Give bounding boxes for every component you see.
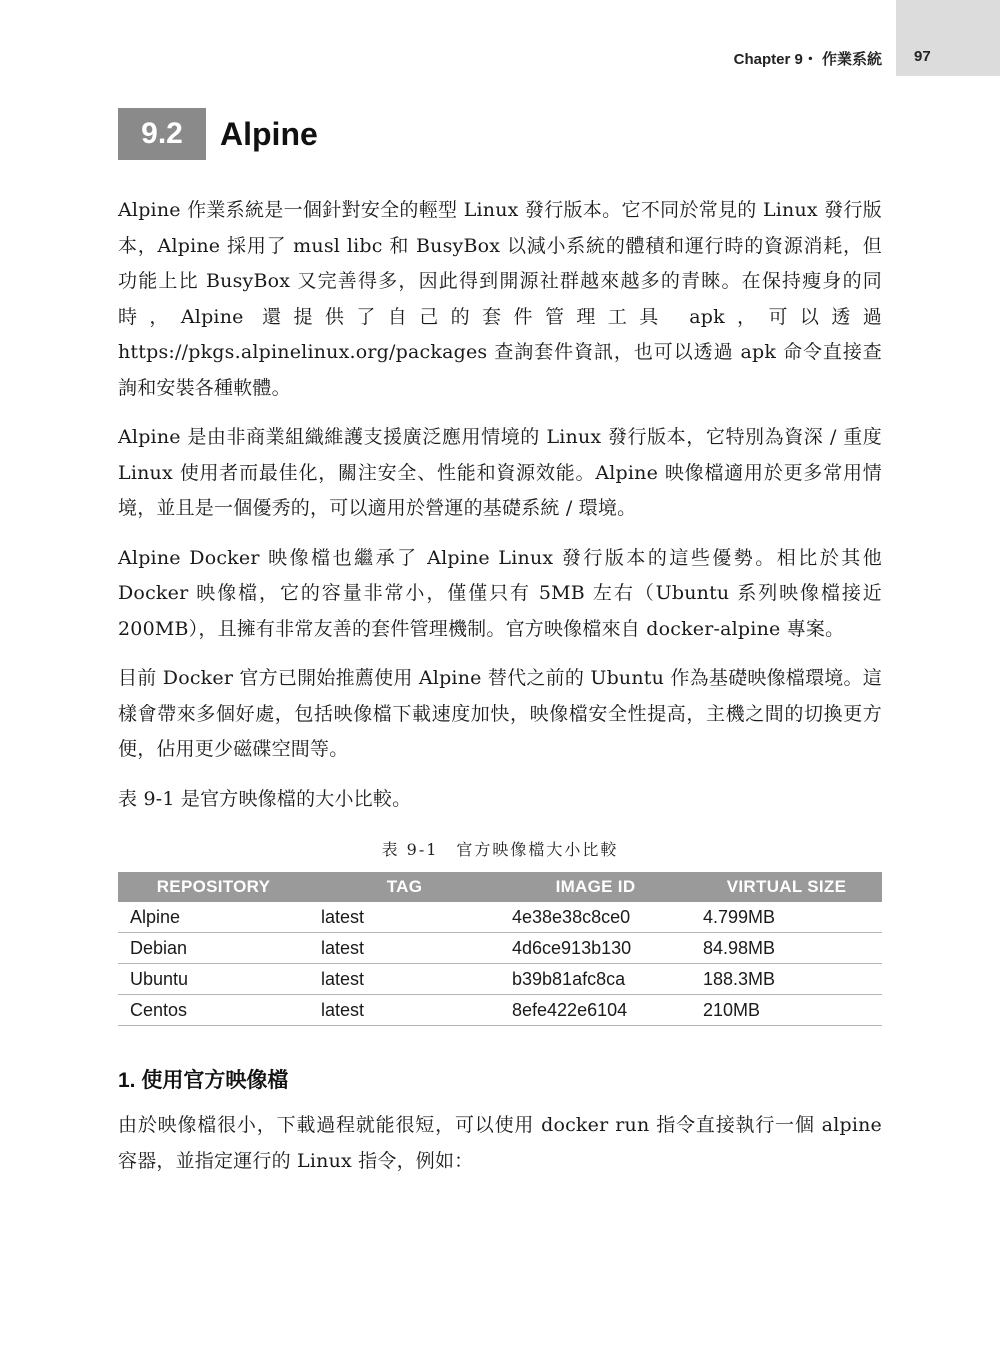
cell-repository: Alpine — [118, 902, 309, 933]
cell-tag: latest — [309, 995, 500, 1026]
paragraph-recommendation: 目前 Docker 官方已開始推薦使用 Alpine 替代之前的 Ubuntu 作為基礎映像檔環境。這樣會帶來多個好處，包括映像檔下載速度加快，映像檔安全性提高，主機之間的切換更方便，佔用更少磁碟空間等。 — [118, 667, 882, 760]
column-header-virtual-size: VIRTUAL SIZE — [691, 872, 882, 902]
page-number: 97 — [914, 48, 931, 65]
cell-tag: latest — [309, 902, 500, 933]
paragraph-table-ref: 表 9-1 是官方映像檔的大小比較。 — [118, 787, 412, 810]
running-header — [0, 0, 1000, 76]
table-row — [118, 995, 882, 1026]
paragraph-maintenance: Alpine 是由非商業組織維護支援廣泛應用情境的 Linux 發行版本，它特別為資深 / 重度 Linux 使用者而最佳化，關注安全、性能和資源效能。Alpine 映像檔適用於更多常用情境，並且是一個優秀的，可以適用於營運的基礎系統 / 環境。 — [118, 426, 882, 519]
table-row — [118, 933, 882, 964]
cell-repository: Ubuntu — [118, 964, 309, 995]
column-header-tag: TAG — [309, 872, 500, 902]
cell-image-id: b39b81afc8ca — [500, 964, 691, 995]
section-title: Alpine — [220, 115, 318, 152]
column-header-image-id: IMAGE ID — [500, 872, 691, 902]
table-row — [118, 964, 882, 995]
table-caption: 表 9-1 官方映像檔大小比較 — [381, 840, 619, 859]
page-number-tab — [896, 0, 1000, 76]
page-body — [118, 193, 882, 1193]
table-header-row — [118, 872, 882, 902]
section-number: 9.2 — [118, 108, 206, 160]
image-size-table — [118, 872, 882, 1026]
subsection-title: 1. 使用官方映像檔 — [118, 1069, 289, 1092]
paragraph-docker-image: Alpine Docker 映像檔也繼承了 Alpine Linux 發行版本的這些優勢。相比於其他 Docker 映像檔，它的容量非常小，僅僅只有 5MB 左右（Ubuntu 系列映像檔接近 200MB），且擁有非常友善的套件管理機制。官方映像檔來自 docker-alpine 專案。 — [118, 546, 882, 640]
cell-virtual-size: 4.799MB — [691, 902, 882, 933]
cell-virtual-size: 210MB — [691, 995, 882, 1026]
cell-virtual-size: 84.98MB — [691, 933, 882, 964]
cell-tag: latest — [309, 933, 500, 964]
chapter-label: Chapter 9・ 作業系統 — [733, 51, 882, 68]
cell-repository: Debian — [118, 933, 309, 964]
cell-virtual-size: 188.3MB — [691, 964, 882, 995]
paragraph-intro: Alpine 作業系統是一個針對安全的輕型 Linux 發行版本。它不同於常見的 Linux 發行版本，Alpine 採用了 musl libc 和 BusyBox 以減小系統的體積和運行時的資源消耗，但功能上比 BusyBox 又完善得多，因此得到開源社群越來越多的青睞。在保持瘦身的同時，Alpine 還提供了自己的套件管理工具 apk，可以透過 https://pkgs.alpinelinux.org/packages 查詢套件資訊，也可以透過 apk 命令直接查詢和安裝各種軟體。 — [118, 199, 882, 399]
cell-image-id: 4e38e38c8ce0 — [500, 902, 691, 933]
table-row — [118, 902, 882, 933]
cell-image-id: 8efe422e6104 — [500, 995, 691, 1026]
cell-tag: latest — [309, 964, 500, 995]
paragraph-subsection: 由於映像檔很小，下載過程就能很短，可以使用 docker run 指令直接執行一個 alpine 容器，並指定運行的 Linux 指令，例如： — [118, 1114, 882, 1172]
cell-image-id: 4d6ce913b130 — [500, 933, 691, 964]
section-heading — [118, 108, 318, 160]
column-header-repository: REPOSITORY — [118, 872, 309, 902]
cell-repository: Centos — [118, 995, 309, 1026]
